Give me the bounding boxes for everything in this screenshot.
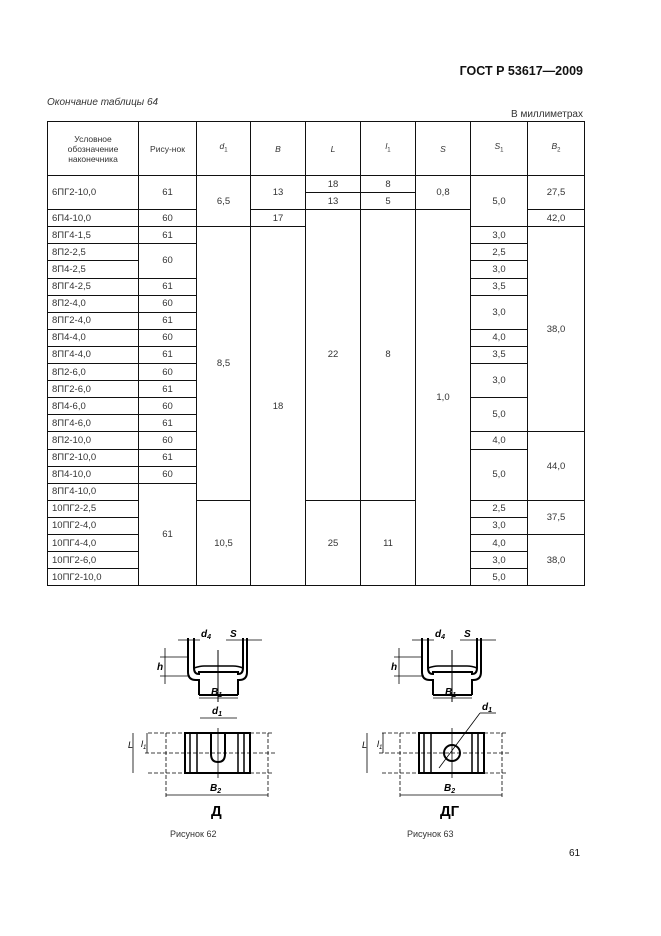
label-h: h	[391, 662, 398, 673]
cell-s: 1,0	[416, 210, 471, 586]
cell-s1: 2,5	[471, 500, 528, 517]
cell-l: 18	[306, 176, 361, 193]
label-l1: $l_1$	[377, 739, 383, 751]
cell-name: 8ПГ4-4,0	[48, 346, 139, 363]
label-s: S	[464, 629, 471, 640]
cell-b2: 38,0	[528, 534, 585, 585]
cell-s1: 3,5	[471, 346, 528, 363]
cell-figure: 61	[139, 346, 197, 363]
cell-s1: 3,0	[471, 364, 528, 398]
cell-b2: 27,5	[528, 176, 585, 210]
label-d1: $d_1$	[482, 702, 493, 714]
cell-figure: 61	[139, 449, 197, 466]
cell-name: 8П4-4,0	[48, 329, 139, 346]
cell-figure: 60	[139, 295, 197, 312]
label-d4: $d_4$	[435, 629, 446, 641]
cell-s1: 3,0	[471, 295, 528, 329]
label-l1: $l_1$	[141, 739, 147, 751]
cell-l1: 8	[361, 176, 416, 193]
cell-name: 8ПГ4-2,5	[48, 278, 139, 295]
table-caption: Окончание таблицы 64	[47, 97, 159, 108]
cell-name: 8П4-10,0	[48, 466, 139, 483]
label-d1: $d_1$	[212, 706, 223, 718]
cell-s1: 5,0	[471, 398, 528, 432]
cell-name: 10ПГ2-6,0	[48, 552, 139, 569]
cell-s1: 3,0	[471, 227, 528, 244]
cell-name: 8ПГ2-6,0	[48, 381, 139, 398]
cell-name: 10ПГ4-4,0	[48, 534, 139, 551]
header-figure: Рису-нок	[139, 122, 197, 176]
figure-62-caption: Рисунок 62	[170, 829, 217, 839]
figure-letter: ДГ	[440, 803, 460, 820]
cell-figure: 61	[139, 415, 197, 432]
cell-l1: 11	[361, 500, 416, 585]
cell-d1: 8,5	[197, 227, 251, 501]
cell-name: 6П4-10,0	[48, 210, 139, 227]
cell-s1: 5,0	[471, 449, 528, 500]
cell-d1: 6,5	[197, 176, 251, 227]
cell-figure: 61	[139, 312, 197, 329]
units-note: В миллиметрах	[511, 109, 583, 120]
page-number: 61	[569, 848, 581, 859]
cell-b: 17	[251, 210, 306, 227]
cell-figure: 60	[139, 466, 197, 483]
label-b2: $B_2$	[210, 783, 222, 795]
cell-figure: 60	[139, 398, 197, 415]
cell-name: 10ПГ2-2,5	[48, 500, 139, 517]
cell-figure: 60	[139, 364, 197, 381]
cell-s1: 2,5	[471, 244, 528, 261]
label-b1: $B_1$	[211, 687, 223, 699]
header-s: S	[416, 122, 471, 176]
cell-name: 8ПГ4-1,5	[48, 227, 139, 244]
cell-name: 10ПГ2-10,0	[48, 569, 139, 586]
cell-name: 10ПГ2-4,0	[48, 517, 139, 534]
cell-name: 8П2-10,0	[48, 432, 139, 449]
cell-s: 0,8	[416, 176, 471, 210]
cell-figure: 60	[139, 329, 197, 346]
cell-name: 6ПГ2-10,0	[48, 176, 139, 210]
cell-l: 22	[306, 210, 361, 501]
cell-name: 8ПГ2-10,0	[48, 449, 139, 466]
cell-name: 8П4-6,0	[48, 398, 139, 415]
cell-l: 25	[306, 500, 361, 585]
label-s: S	[230, 629, 237, 640]
cell-s1: 4,0	[471, 329, 528, 346]
document-header: ГОСТ Р 53617—2009	[459, 64, 583, 78]
label-h: h	[157, 662, 164, 673]
header-b2: $B_2$	[528, 122, 585, 176]
header-s1: $S_1$	[471, 122, 528, 176]
cell-figure: 61	[139, 483, 197, 586]
cell-figure: 60	[139, 432, 197, 449]
cell-b: 13	[251, 176, 306, 210]
cell-l1: 8	[361, 210, 416, 501]
cell-b2: 38,0	[528, 227, 585, 432]
cell-name: 8ПГ4-6,0	[48, 415, 139, 432]
label-l: L	[128, 740, 134, 750]
figure-62-drawing	[128, 629, 277, 820]
cell-name: 8П2-4,0	[48, 295, 139, 312]
cell-figure: 60	[139, 244, 197, 278]
cell-b2: 44,0	[528, 432, 585, 500]
cell-b2: 37,5	[528, 500, 585, 534]
header-b: B	[251, 122, 306, 176]
cell-s1: 3,0	[471, 261, 528, 278]
cell-d1: 10,5	[197, 500, 251, 585]
header-name: Условное обозначение наконечника	[48, 122, 139, 176]
cell-figure: 61	[139, 227, 197, 244]
cell-figure: 61	[139, 176, 197, 210]
cell-figure: 60	[139, 210, 197, 227]
label-b2: $B_2$	[444, 783, 456, 795]
label-l: L	[362, 740, 368, 750]
cell-s1: 5,0	[471, 176, 528, 227]
cell-s1: 3,0	[471, 552, 528, 569]
figure-63-drawing	[362, 629, 511, 820]
cell-name: 8П2-6,0	[48, 364, 139, 381]
cell-b: 18	[251, 227, 306, 586]
header-l1: $l_1$	[361, 122, 416, 176]
cell-name: 8П4-2,5	[48, 261, 139, 278]
cell-name: 8ПГ2-4,0	[48, 312, 139, 329]
label-b1: $B_1$	[445, 687, 457, 699]
cell-figure: 61	[139, 381, 197, 398]
cell-s1: 3,5	[471, 278, 528, 295]
cell-s1: 3,0	[471, 517, 528, 534]
header-d1: $d_1$	[197, 122, 251, 176]
label-d4: $d_4$	[201, 629, 212, 641]
cell-l: 13	[306, 193, 361, 210]
cell-b2: 42,0	[528, 210, 585, 227]
cell-name: 8ПГ4-10,0	[48, 483, 139, 500]
header-l: L	[306, 122, 361, 176]
cell-s1: 4,0	[471, 432, 528, 449]
cell-name: 8П2-2,5	[48, 244, 139, 261]
cell-figure: 61	[139, 278, 197, 295]
cell-l1: 5	[361, 193, 416, 210]
cell-s1: 4,0	[471, 534, 528, 551]
figure-63-caption: Рисунок 63	[407, 829, 454, 839]
cell-s1: 5,0	[471, 569, 528, 586]
figure-letter: Д	[211, 803, 222, 820]
